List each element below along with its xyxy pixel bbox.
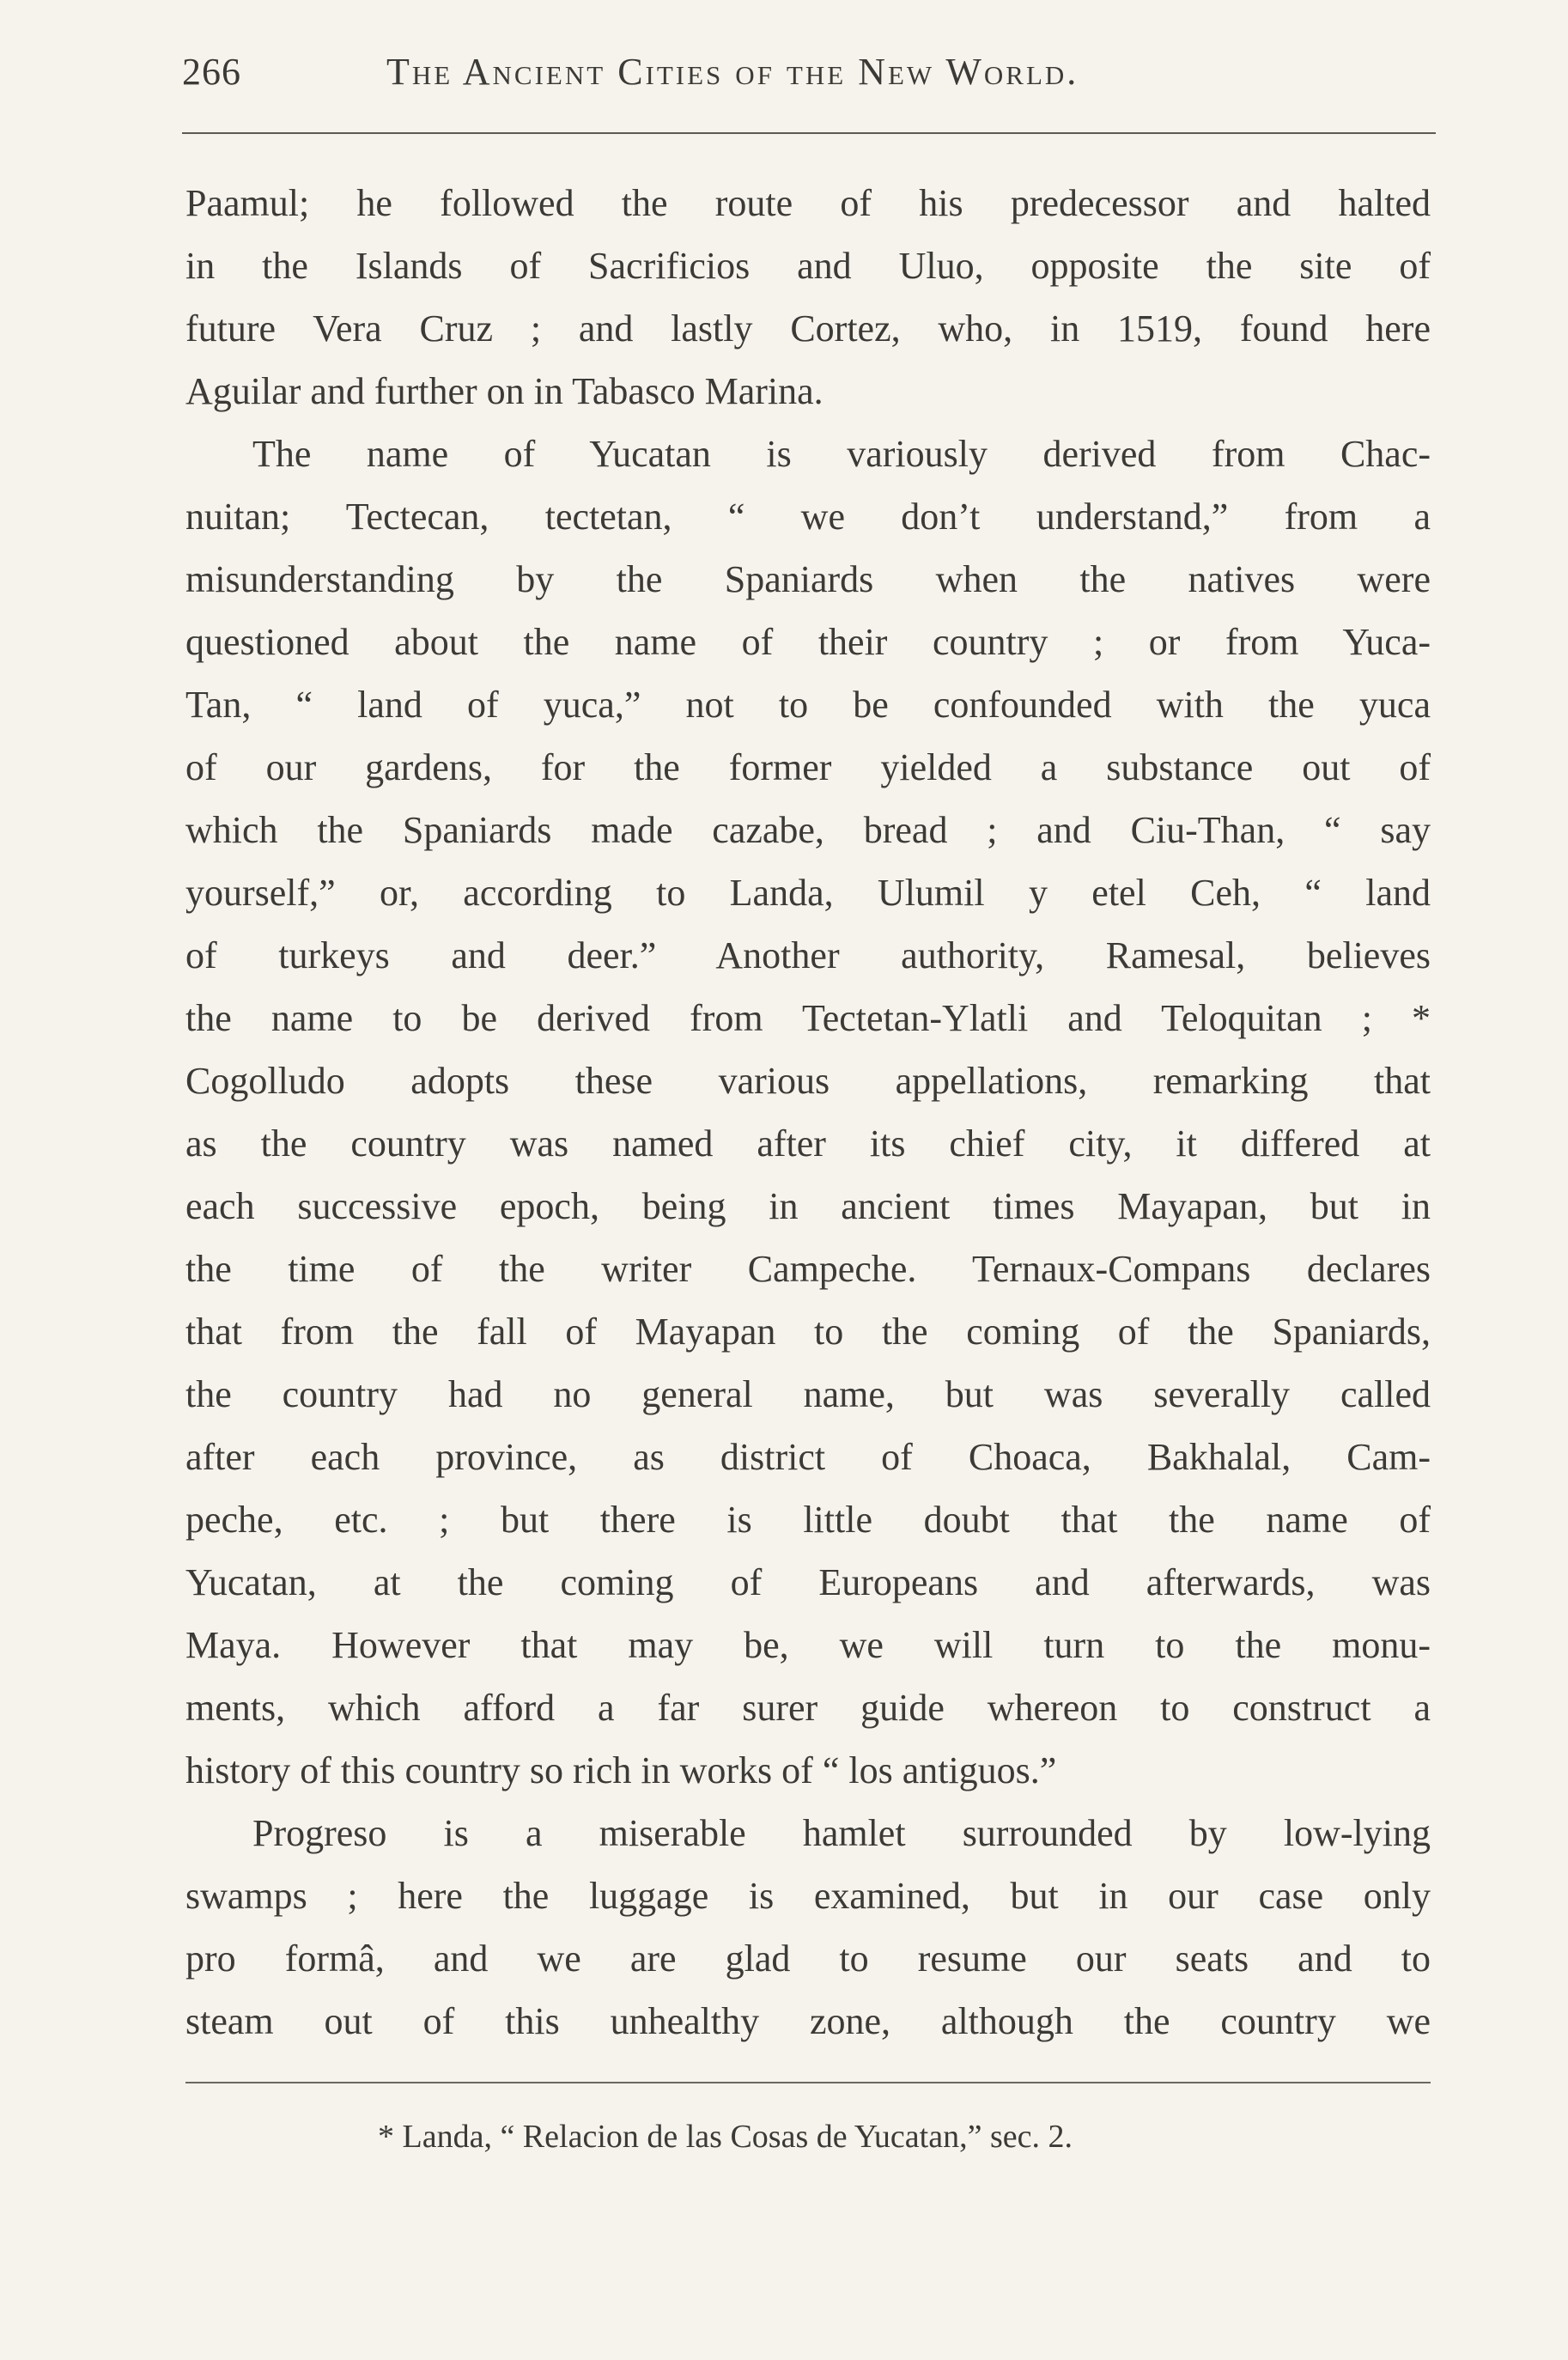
paragraph-start-line: Progreso is a miserable hamlet surrounded by low-lying bbox=[252, 1812, 1431, 1854]
text-line: after each province, as district of Choaca, Bakhalal, Cam- bbox=[185, 1436, 1431, 1478]
header-rule bbox=[182, 132, 1436, 134]
text-line: nuitan; Tectecan, tectetan, “ we don’t understand,” from a bbox=[185, 496, 1431, 538]
text-line: of our gardens, for the former yielded a substance out of bbox=[185, 746, 1431, 788]
text-line: the name to be derived from Tectetan-Ylatli and Teloquitan ; * bbox=[185, 997, 1431, 1039]
text-line: in the Islands of Sacrificios and Uluo, opposite the site of bbox=[185, 245, 1431, 287]
text-line: swamps ; here the luggage is examined, but in our case only bbox=[185, 1875, 1431, 1917]
text-line: Maya. However that may be, we will turn to the monu- bbox=[185, 1624, 1431, 1666]
page-header bbox=[172, 50, 1425, 110]
paragraph-start-line: The name of Yucatan is variously derived from Chac- bbox=[252, 433, 1431, 475]
text-line: history of this country so rich in works of “ los antiguos.” bbox=[185, 1749, 1057, 1791]
text-line: Cogolludo adopts these various appellations, remarking that bbox=[185, 1060, 1431, 1102]
running-title: The Ancient Cities of the New World. bbox=[386, 51, 1079, 93]
text-line: Paamul; he followed the route of his predecessor and halted bbox=[185, 182, 1431, 224]
text-line: pro formâ, and we are glad to resume our seats and to bbox=[185, 1937, 1431, 1980]
text-line: steam out of this unhealthy zone, although the country we bbox=[185, 2000, 1431, 2042]
text-line: that from the fall of Mayapan to the coming of the Spaniards, bbox=[185, 1311, 1431, 1353]
page-number: 266 bbox=[182, 51, 241, 93]
text-line: Yucatan, at the coming of Europeans and afterwards, was bbox=[185, 1561, 1431, 1603]
text-line: Tan, “ land of yuca,” not to be confounded with the yuca bbox=[185, 684, 1431, 726]
text-line: the time of the writer Campeche. Ternaux-Compans declares bbox=[185, 1248, 1431, 1290]
text-line: misunderstanding by the Spaniards when the natives were bbox=[185, 558, 1431, 600]
text-line: ments, which afford a far surer guide whereon to construct a bbox=[185, 1687, 1431, 1729]
text-line: yourself,” or, according to Landa, Ulumil y etel Ceh, “ land bbox=[185, 872, 1431, 914]
text-line: as the country was named after its chief city, it differed at bbox=[185, 1122, 1431, 1165]
text-line: peche, etc. ; but there is little doubt that the name of bbox=[185, 1499, 1431, 1541]
text-line: questioned about the name of their country ; or from Yuca- bbox=[185, 621, 1431, 663]
footnote: * Landa, “ Relacion de las Cosas de Yucatan,” sec. 2. bbox=[378, 2119, 1073, 2155]
text-line: future Vera Cruz ; and lastly Cortez, who, in 1519, found here bbox=[185, 307, 1431, 350]
body-text bbox=[185, 172, 1431, 2053]
text-line: which the Spaniards made cazabe, bread ; and Ciu-Than, “ say bbox=[185, 809, 1431, 851]
text-line: the country had no general name, but was severally called bbox=[185, 1373, 1431, 1415]
text-line: of turkeys and deer.” Another authority, Ramesal, believes bbox=[185, 934, 1431, 976]
footnote-rule bbox=[185, 2082, 1431, 2083]
text-line: each successive epoch, being in ancient times Mayapan, but in bbox=[185, 1185, 1431, 1227]
text-line: Aguilar and further on in Tabasco Marina. bbox=[185, 370, 824, 412]
